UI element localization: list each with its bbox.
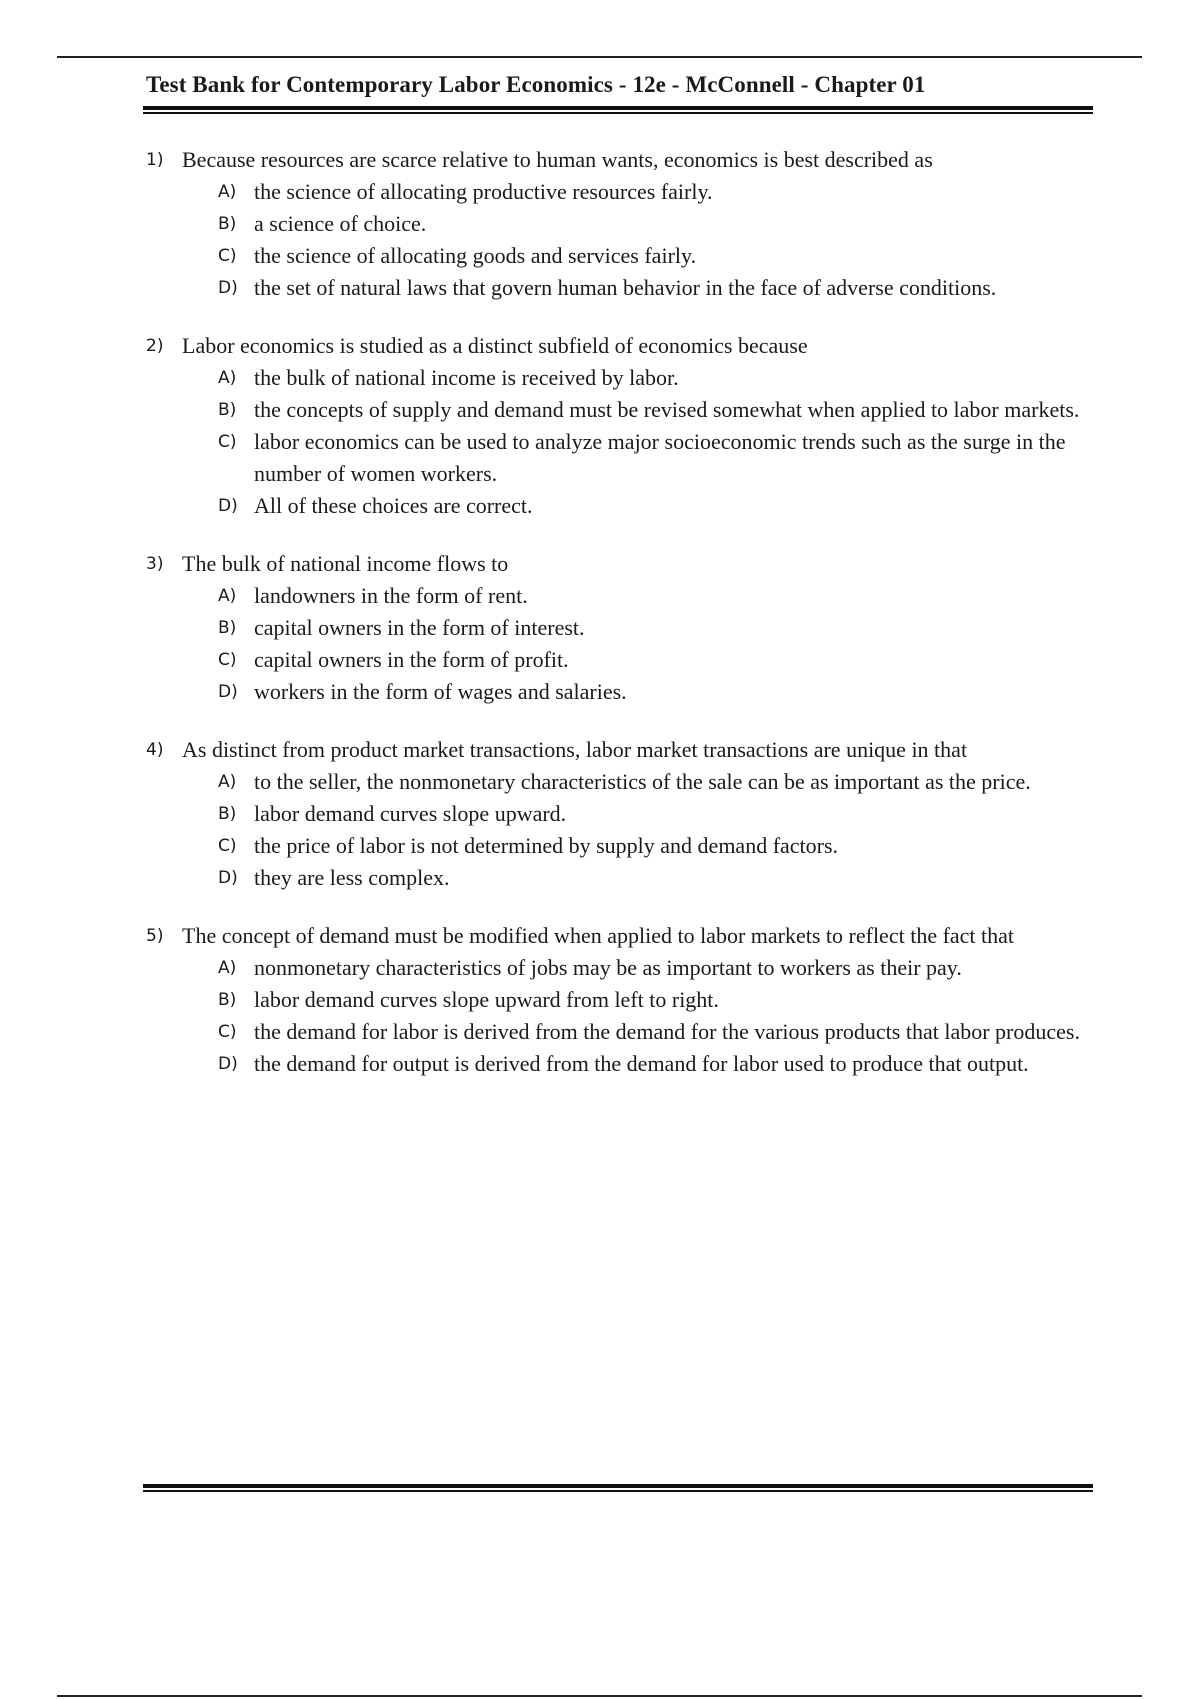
answer-option	[218, 1016, 1096, 1048]
option-text: capital owners in the form of profit.	[254, 647, 569, 672]
question-number: 2)	[146, 336, 164, 356]
option-text: the science of allocating goods and services fairly.	[254, 243, 697, 268]
option-text: they are less complex.	[254, 865, 450, 890]
option-letter: D)	[218, 682, 238, 702]
option-letter: C)	[218, 1022, 237, 1042]
option-text: nonmonetary characteristics of jobs may be as important to workers as their pay.	[254, 955, 962, 980]
footer-double-rule	[143, 1484, 1093, 1494]
question-number: 5)	[146, 926, 164, 946]
option-text: All of these choices are correct.	[254, 493, 533, 518]
answer-option	[218, 426, 1096, 490]
answer-option	[218, 644, 1096, 676]
answer-option	[218, 766, 1096, 798]
answer-option	[218, 240, 1096, 272]
option-text: labor demand curves slope upward from left to right.	[254, 987, 719, 1012]
question-4	[146, 734, 1096, 894]
option-letter: C)	[218, 246, 237, 266]
answer-options	[218, 766, 1096, 894]
option-letter: A)	[218, 958, 237, 978]
question-text: The bulk of national income flows to	[182, 551, 509, 576]
question-text: Labor economics is studied as a distinct subfield of economics because	[182, 333, 808, 358]
answer-option	[218, 394, 1096, 426]
question-5	[146, 920, 1096, 1080]
question-1	[146, 144, 1096, 304]
option-letter: A)	[218, 182, 237, 202]
option-letter: D)	[218, 496, 238, 516]
option-letter: D)	[218, 868, 238, 888]
answer-options	[218, 176, 1096, 304]
option-text: the science of allocating productive resources fairly.	[254, 179, 713, 204]
question-text: The concept of demand must be modified when applied to labor markets to reflect the fact that	[182, 923, 1015, 948]
answer-option	[218, 1048, 1096, 1080]
question-number: 4)	[146, 740, 164, 760]
question-number: 1)	[146, 150, 164, 170]
option-letter: B)	[218, 804, 237, 824]
question-text: Because resources are scarce relative to human wants, economics is best described as	[182, 147, 933, 172]
answer-options	[218, 580, 1096, 708]
option-text: labor economics can be used to analyze major socioeconomic trends such as the surge in the number of women workers.	[254, 429, 1066, 486]
option-text: capital owners in the form of interest.	[254, 615, 585, 640]
option-letter: C)	[218, 432, 237, 452]
answer-options	[218, 952, 1096, 1080]
header-double-rule	[143, 106, 1093, 116]
answer-option	[218, 952, 1096, 984]
answer-option	[218, 830, 1096, 862]
option-text: the demand for output is derived from the demand for labor used to produce that output.	[254, 1051, 1029, 1076]
option-letter: D)	[218, 278, 238, 298]
question-text: As distinct from product market transactions, labor market transactions are unique in that	[182, 737, 968, 762]
option-text: the price of labor is not determined by supply and demand factors.	[254, 833, 839, 858]
option-text: the set of natural laws that govern human behavior in the face of adverse conditions.	[254, 275, 997, 300]
answer-option	[218, 798, 1096, 830]
answer-option	[218, 580, 1096, 612]
answer-option	[218, 362, 1096, 394]
page-top-rule	[57, 56, 1142, 58]
question-list	[146, 144, 1096, 1106]
answer-option	[218, 676, 1096, 708]
answer-option	[218, 984, 1096, 1016]
answer-option	[218, 490, 1096, 522]
answer-option	[218, 862, 1096, 894]
answer-option	[218, 208, 1096, 240]
option-letter: A)	[218, 586, 237, 606]
option-text: to the seller, the nonmonetary characteristics of the sale can be as important as the price.	[254, 769, 1031, 794]
page-bottom-rule	[57, 1695, 1142, 1697]
answer-options	[218, 362, 1096, 522]
page-title: Test Bank for Contemporary Labor Economics - 12e - McConnell - Chapter 01	[146, 72, 926, 97]
option-text: a science of choice.	[254, 211, 427, 236]
option-letter: C)	[218, 650, 237, 670]
option-letter: A)	[218, 772, 237, 792]
option-letter: C)	[218, 836, 237, 856]
option-letter: A)	[218, 368, 237, 388]
option-text: labor demand curves slope upward.	[254, 801, 567, 826]
answer-option	[218, 272, 1096, 304]
option-letter: B)	[218, 400, 237, 420]
option-text: the bulk of national income is received by labor.	[254, 365, 679, 390]
option-letter: B)	[218, 618, 237, 638]
question-3	[146, 548, 1096, 708]
question-number: 3)	[146, 554, 164, 574]
question-2	[146, 330, 1096, 522]
option-text: the demand for labor is derived from the demand for the various products that labor produces.	[254, 1019, 1080, 1044]
option-letter: D)	[218, 1054, 238, 1074]
answer-option	[218, 612, 1096, 644]
option-letter: B)	[218, 990, 237, 1010]
option-text: landowners in the form of rent.	[254, 583, 528, 608]
option-text: workers in the form of wages and salaries.	[254, 679, 627, 704]
answer-option	[218, 176, 1096, 208]
option-text: the concepts of supply and demand must be revised somewhat when applied to labor markets.	[254, 397, 1080, 422]
option-letter: B)	[218, 214, 237, 234]
